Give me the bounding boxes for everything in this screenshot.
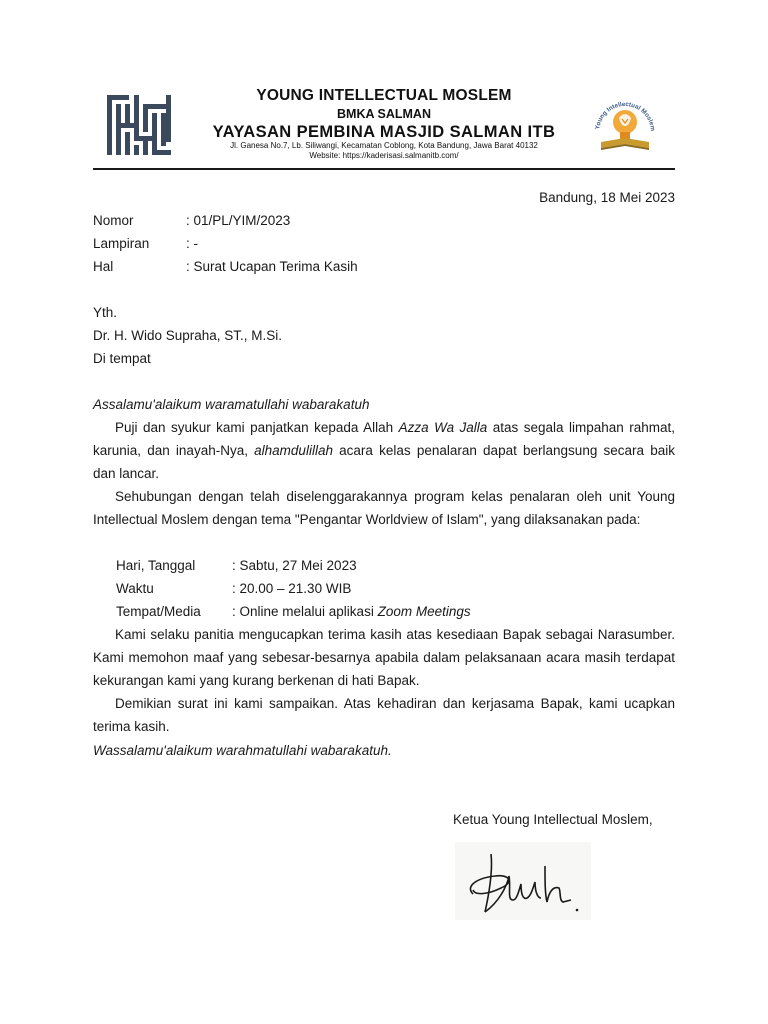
- meta-label-number: Nomor: [93, 213, 134, 228]
- paragraph-gratitude: Puji dan syukur kami panjatkan kepada Allah Azza Wa Jalla atas segala limpahan rahmat, karunia, dan inayah-Nya, alhamdulillah acara kelas penalaran dapat berlangsung secara baik dan lancar.: [93, 420, 675, 481]
- paragraph-closing: Demikian surat ini kami sampaikan. Atas kehadiran dan kerjasama Bapak, kami ucapkan terima kasih.: [93, 696, 675, 734]
- yim-logo: [589, 92, 661, 160]
- address: Jl. Ganesa No.7, Lb. Siliwangi, Kecamatan Coblong, Kota Bandung, Jawa Barat 40132: [230, 141, 538, 150]
- signature: [455, 842, 591, 920]
- detail-value-venue: : Online melalui aplikasi Zoom Meetings: [232, 604, 471, 619]
- organization-name: YOUNG INTELLECTUAL MOSLEM: [256, 87, 512, 104]
- detail-label-date: Hari, Tanggal: [116, 558, 196, 573]
- website: Website: https://kaderisasi.salmanitb.com/: [309, 151, 459, 160]
- recipient-name: Dr. H. Wido Supraha, ST., M.Si.: [93, 328, 283, 343]
- closing-greeting: Wassalamu'alaikum warahmatullahi wabarakatuh.: [93, 743, 392, 758]
- detail-value-time: : 20.00 – 21.30 WIB: [232, 581, 352, 596]
- paragraph-thanks: Kami selaku panitia mengucapkan terima kasih atas kesediaan Bapak sebagai Narasumber. Kami memohon maaf yang sebesar-besarnya apabila dalam pelaksanaan acara masih terdapat kekurangan kami yang kurang berkenan di hati Bapak.: [93, 627, 675, 688]
- sub-organization: BMKA SALMAN: [337, 107, 431, 121]
- detail-value-date: : Sabtu, 27 Mei 2023: [232, 558, 357, 573]
- place-date: Bandung, 18 Mei 2023: [539, 190, 675, 205]
- foundation-name: YAYASAN PEMBINA MASJID SALMAN ITB: [212, 123, 556, 141]
- meta-value-number: : 01/PL/YIM/2023: [186, 213, 291, 228]
- opening-greeting: Assalamu'alaikum waramatullahi wabarakatuh: [93, 397, 370, 412]
- paragraph-event-intro: Sehubungan dengan telah diselenggarakannya program kelas penalaran oleh unit Young Intellectual Moslem dengan tema "Pengantar Worldview of Islam", yang dilaksanakan pada:: [93, 489, 675, 527]
- meta-value-attachment: : -: [186, 236, 198, 251]
- letterhead-divider: [93, 168, 675, 170]
- detail-label-time: Waktu: [116, 581, 154, 596]
- recipient-place: Di tempat: [93, 351, 151, 366]
- signatory-title: Ketua Young Intellectual Moslem,: [453, 812, 653, 827]
- detail-label-venue: Tempat/Media: [116, 604, 201, 619]
- meta-label-subject: Hal: [93, 259, 114, 274]
- recipient-salutation: Yth.: [93, 305, 118, 320]
- meta-label-attachment: Lampiran: [93, 236, 150, 251]
- logo-lettering: Young Intellectual Moslem: [594, 100, 657, 132]
- meta-value-subject: : Surat Ucapan Terima Kasih: [186, 259, 358, 274]
